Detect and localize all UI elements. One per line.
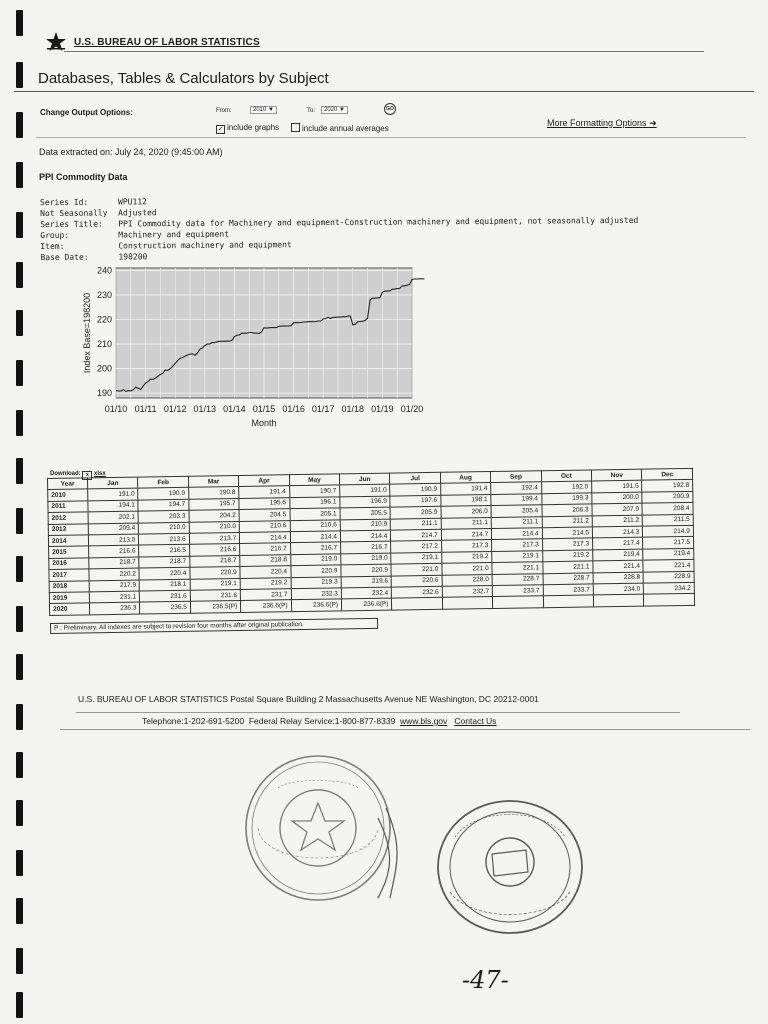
table-value-cell: 210.9 bbox=[340, 519, 391, 531]
more-formatting-label: More Formatting Options bbox=[547, 118, 647, 128]
series-meta-key: Base Date: bbox=[40, 252, 89, 262]
table-value-cell: 217.5 bbox=[643, 537, 694, 549]
table-header-cell: Oct bbox=[541, 470, 592, 482]
table-year-cell: 2017 bbox=[49, 569, 89, 581]
data-table-wrap bbox=[47, 468, 695, 616]
y-tick-label: 230 bbox=[96, 289, 112, 300]
table-value-cell: 231.1 bbox=[89, 591, 140, 603]
table-value-cell: 221.4 bbox=[593, 560, 644, 572]
table-value-cell: 217.3 bbox=[441, 540, 492, 552]
table-value-cell: 206.3 bbox=[542, 504, 593, 516]
series-meta-value: PPI Commodity data for Machinery and equipment-Construction machinery and equipment, not seasonally adjusted bbox=[118, 215, 639, 229]
table-value-cell: 191.4 bbox=[239, 486, 290, 498]
table-value-cell: 219.3 bbox=[291, 576, 342, 588]
table-value-cell: 233.7 bbox=[543, 584, 594, 596]
table-value-cell: 219.2 bbox=[240, 577, 291, 589]
include-annual-option[interactable] bbox=[291, 123, 389, 133]
table-header-cell: Dec bbox=[642, 468, 693, 480]
table-value-cell: 219.0 bbox=[290, 554, 341, 566]
table-value-cell: 190.8 bbox=[188, 487, 239, 499]
table-value-cell: 208.4 bbox=[642, 503, 693, 515]
table-value-cell: 228.0 bbox=[442, 574, 493, 586]
table-value-cell: 214.3 bbox=[592, 526, 643, 538]
table-year-cell: 2013 bbox=[48, 523, 88, 535]
more-formatting-link[interactable] bbox=[547, 118, 657, 129]
to-year-select[interactable]: 2020 ▼ bbox=[321, 106, 348, 114]
y-tick-label: 190 bbox=[96, 388, 112, 399]
table-value-cell: 199.4 bbox=[491, 494, 542, 506]
include-graphs-option[interactable] bbox=[216, 123, 279, 134]
table-value-cell: 214.4 bbox=[240, 532, 291, 544]
table-header-cell: Mar bbox=[188, 475, 239, 487]
table-value-cell: 236.5 bbox=[140, 602, 191, 614]
table-value-cell: 192.8 bbox=[642, 480, 693, 492]
series-meta-value: Adjusted bbox=[118, 208, 157, 218]
table-value-cell: 220.9 bbox=[190, 567, 241, 579]
include-annual-label: include annual averages bbox=[302, 124, 389, 133]
table-year-cell: 2019 bbox=[49, 592, 89, 604]
table-year-cell: 2011 bbox=[48, 501, 88, 513]
x-tick-label: 01/10 bbox=[104, 404, 128, 414]
table-value-cell: 231.7 bbox=[240, 589, 291, 601]
series-metadata bbox=[40, 193, 639, 263]
table-value-cell: 217.3 bbox=[492, 539, 543, 551]
table-value-cell: 210.0 bbox=[139, 522, 190, 534]
page-title: Databases, Tables & Calculators by Subject bbox=[38, 70, 329, 87]
table-value-cell: 213.6 bbox=[139, 533, 190, 545]
y-tick-label: 210 bbox=[96, 339, 112, 350]
table-value-cell: 218.7 bbox=[139, 556, 190, 568]
table-value-cell: 191.0 bbox=[88, 488, 139, 500]
table-footnote: P : Preliminary. All indexes are subject to revision four months after original publication. bbox=[50, 618, 378, 634]
series-meta-value: WPU112 bbox=[118, 197, 147, 207]
table-header-cell: Year bbox=[48, 478, 88, 490]
table-value-cell: 217.2 bbox=[391, 541, 442, 553]
table-value-cell: 203.3 bbox=[138, 510, 189, 522]
page-number: -47- bbox=[462, 966, 509, 994]
from-year-select[interactable]: 2010 ▼ bbox=[250, 106, 277, 114]
include-graphs-label: include graphs bbox=[227, 123, 280, 132]
table-value-cell: 197.6 bbox=[390, 495, 441, 507]
options-rule bbox=[36, 137, 746, 138]
table-value-cell: 217.4 bbox=[593, 537, 644, 549]
footer-contact-link[interactable]: Contact Us bbox=[454, 716, 497, 726]
table-value-cell: 234.0 bbox=[593, 583, 644, 595]
table-value-cell: 232.7 bbox=[442, 585, 493, 597]
y-tick-label: 240 bbox=[96, 265, 112, 276]
table-value-cell: 209.4 bbox=[88, 523, 139, 535]
table-value-cell: 221.1 bbox=[492, 562, 543, 574]
table-value-cell: 216.7 bbox=[290, 542, 341, 554]
table-value-cell: 220.9 bbox=[341, 564, 392, 576]
extracted-date: Data extracted on: July 24, 2020 (9:45:00 AM) bbox=[39, 147, 223, 157]
table-value-cell: 216.7 bbox=[341, 541, 392, 553]
table-value-cell: 190.9 bbox=[138, 488, 189, 500]
table-value-cell: 218.1 bbox=[140, 579, 191, 591]
x-tick-label: 01/11 bbox=[134, 404, 157, 414]
x-tick-label: 01/12 bbox=[163, 404, 187, 414]
table-value-cell: 219.6 bbox=[341, 576, 392, 588]
table-value-cell: 232.3 bbox=[291, 588, 342, 600]
include-graphs-checkbox[interactable]: ✓ bbox=[217, 126, 224, 133]
table-value-cell: 220.4 bbox=[139, 567, 190, 579]
table-value-cell: 236.5(P) bbox=[190, 601, 241, 613]
table-value-cell: 211.1 bbox=[491, 516, 542, 528]
table-value-cell: 211.2 bbox=[592, 515, 643, 527]
to-year-value: 2020 bbox=[324, 107, 338, 113]
series-meta-key: Item: bbox=[40, 241, 65, 251]
x-tick-label: 01/20 bbox=[400, 404, 424, 414]
table-value-cell: 228.8 bbox=[593, 572, 644, 584]
table-value-cell: 190.7 bbox=[289, 485, 340, 497]
table-value-cell: 218.7 bbox=[190, 555, 241, 567]
series-meta-value: Construction machinery and equipment bbox=[118, 240, 292, 251]
table-value-cell: 232.6 bbox=[392, 586, 443, 598]
table-value-cell: 211.5 bbox=[643, 514, 694, 526]
data-table bbox=[47, 468, 695, 616]
table-value-cell: 219.4 bbox=[643, 548, 694, 560]
table-value-cell bbox=[644, 594, 695, 606]
table-year-cell: 2020 bbox=[49, 603, 89, 615]
table-value-cell: 236.3 bbox=[89, 602, 140, 614]
ppi-title: PPI Commodity Data bbox=[39, 172, 128, 182]
table-value-cell: 196.9 bbox=[340, 496, 391, 508]
table-year-cell: 2015 bbox=[49, 546, 89, 558]
table-value-cell: 213.0 bbox=[88, 534, 139, 546]
table-value-cell: 221.0 bbox=[442, 563, 493, 575]
series-meta-key: Series Id: bbox=[40, 197, 89, 207]
table-value-cell: 210.6 bbox=[290, 519, 341, 531]
table-value-cell: 217.9 bbox=[89, 580, 140, 592]
footer-contact-line bbox=[142, 716, 496, 726]
table-value-cell: 204.5 bbox=[239, 509, 290, 521]
y-tick-label: 220 bbox=[96, 314, 112, 325]
table-value-cell: 234.2 bbox=[644, 582, 695, 594]
table-header-cell: Jan bbox=[88, 477, 139, 489]
table-year-cell: 2018 bbox=[49, 580, 89, 592]
table-value-cell bbox=[593, 594, 644, 606]
table-value-cell: 214.4 bbox=[290, 531, 341, 543]
table-value-cell: 214.9 bbox=[643, 525, 694, 537]
table-value-cell: 236.6(P) bbox=[341, 598, 392, 610]
table-header-cell: Sep bbox=[491, 471, 542, 483]
go-button[interactable]: GO bbox=[384, 103, 396, 115]
x-tick-label: 01/19 bbox=[371, 404, 394, 414]
table-value-cell: 216.5 bbox=[139, 545, 190, 557]
table-value-cell: 211.1 bbox=[391, 518, 442, 530]
table-value-cell: 211.2 bbox=[542, 516, 593, 528]
table-value-cell: 228.7 bbox=[543, 572, 594, 584]
from-label: From: bbox=[216, 108, 232, 114]
table-value-cell: 213.7 bbox=[189, 532, 240, 544]
table-year-cell: 2010 bbox=[48, 489, 88, 501]
arrow-right-icon: ➜ bbox=[649, 118, 657, 128]
table-value-cell bbox=[543, 595, 594, 607]
table-value-cell: 194.7 bbox=[138, 499, 189, 511]
table-value-cell: 218.7 bbox=[89, 557, 140, 569]
table-value-cell: 214.4 bbox=[492, 528, 543, 540]
change-output-options-label: Change Output Options: bbox=[40, 108, 133, 117]
download-label: Download: bbox=[50, 471, 81, 477]
table-value-cell: 204.2 bbox=[189, 510, 240, 522]
table-value-cell bbox=[392, 598, 443, 610]
table-value-cell: 217.3 bbox=[542, 538, 593, 550]
table-value-cell: 216.6 bbox=[89, 545, 140, 557]
bls-logo-icon bbox=[44, 31, 68, 53]
header-rule bbox=[64, 51, 704, 52]
table-value-cell: 194.1 bbox=[88, 500, 139, 512]
table-value-cell: 190.9 bbox=[390, 484, 441, 496]
table-header-cell: Feb bbox=[138, 476, 189, 488]
series-meta-value: 198200 bbox=[118, 252, 148, 262]
x-tick-label: 01/15 bbox=[252, 404, 276, 414]
table-value-cell: 199.3 bbox=[541, 493, 592, 505]
table-value-cell: 205.1 bbox=[290, 508, 341, 520]
x-tick-label: 01/14 bbox=[223, 404, 246, 414]
table-value-cell: 191.0 bbox=[340, 485, 391, 497]
table-value-cell: 198.1 bbox=[441, 494, 492, 506]
table-year-cell: 2014 bbox=[48, 535, 88, 547]
table-value-cell: 214.4 bbox=[340, 530, 391, 542]
footer-relay: Federal Relay Service:1-800-877-8339 bbox=[248, 716, 396, 726]
series-meta-value: Machinery and equipment bbox=[118, 229, 230, 240]
ppi-line-chart bbox=[78, 262, 424, 432]
ethiopian-roads-authority-seal-icon bbox=[228, 748, 408, 908]
table-value-cell: 192.4 bbox=[491, 482, 542, 494]
table-value-cell: 196.1 bbox=[289, 497, 340, 509]
table-value-cell: 205.9 bbox=[390, 506, 441, 518]
table-value-cell: 219.1 bbox=[190, 578, 241, 590]
table-value-cell: 195.6 bbox=[239, 497, 290, 509]
table-value-cell: 214.7 bbox=[441, 528, 492, 540]
table-value-cell: 202.1 bbox=[88, 511, 139, 523]
footer-rule-top bbox=[76, 712, 680, 713]
table-value-cell: 205.4 bbox=[491, 505, 542, 517]
include-annual-checkbox[interactable] bbox=[291, 123, 300, 132]
x-tick-label: 01/13 bbox=[193, 404, 217, 414]
from-year-value: 2010 bbox=[253, 107, 267, 113]
table-value-cell: 216.7 bbox=[240, 543, 291, 555]
download-xlsx-link[interactable]: xlsx bbox=[94, 471, 106, 477]
table-value-cell: 210.6 bbox=[239, 520, 290, 532]
table-value-cell: 231.6 bbox=[140, 590, 191, 602]
table-header-cell: Aug bbox=[440, 472, 491, 484]
amhara-road-works-seal-icon bbox=[430, 792, 590, 942]
table-year-cell: 2012 bbox=[48, 512, 88, 524]
x-tick-label: 01/18 bbox=[341, 404, 365, 414]
table-year-cell: 2016 bbox=[49, 558, 89, 570]
table-value-cell: 210.0 bbox=[189, 521, 240, 533]
table-value-cell: 192.0 bbox=[541, 481, 592, 493]
series-meta-key: Not Seasonally bbox=[40, 208, 108, 218]
table-header-cell: Jul bbox=[390, 472, 441, 484]
agency-name[interactable]: U.S. BUREAU OF LABOR STATISTICS bbox=[74, 37, 260, 48]
table-value-cell: 191.4 bbox=[440, 483, 491, 495]
y-tick-label: 200 bbox=[96, 363, 112, 374]
footer-rule-bottom bbox=[60, 729, 750, 730]
table-value-cell: 206.0 bbox=[441, 506, 492, 518]
table-value-cell: 219.4 bbox=[593, 549, 644, 561]
table-value-cell: 221.4 bbox=[643, 559, 694, 571]
table-value-cell: 228.7 bbox=[492, 573, 543, 585]
table-value-cell: 220.6 bbox=[392, 575, 443, 587]
table-value-cell: 220.4 bbox=[240, 566, 291, 578]
table-value-cell: 207.9 bbox=[592, 503, 643, 515]
table-value-cell: 219.0 bbox=[341, 553, 392, 565]
table-value-cell: 219.1 bbox=[391, 552, 442, 564]
table-header-cell: May bbox=[289, 474, 340, 486]
table-value-cell: 228.9 bbox=[644, 571, 695, 583]
table-value-cell: 220.9 bbox=[291, 565, 342, 577]
table-value-cell: 214.7 bbox=[391, 529, 442, 541]
table-value-cell: 200.0 bbox=[592, 492, 643, 504]
table-value-cell: 236.6(P) bbox=[241, 600, 292, 612]
footer-site-link[interactable]: www.bls.gov bbox=[400, 716, 448, 726]
table-value-cell: 232.4 bbox=[341, 587, 392, 599]
table-value-cell: 211.1 bbox=[441, 517, 492, 529]
footer-telephone: Telephone:1-202-691-5200 bbox=[142, 716, 245, 726]
series-meta-key: Series Title: bbox=[40, 219, 103, 229]
to-label: To: bbox=[307, 108, 316, 114]
table-value-cell: 191.5 bbox=[592, 481, 643, 493]
table-header-cell: Jun bbox=[340, 473, 391, 485]
table-value-cell: 218.8 bbox=[240, 554, 291, 566]
excel-icon: x bbox=[82, 471, 92, 480]
y-axis-label: Index Base=198200 bbox=[82, 292, 92, 374]
table-value-cell: 220.2 bbox=[89, 568, 140, 580]
table-value-cell: 219.1 bbox=[492, 550, 543, 562]
table-value-cell bbox=[442, 597, 493, 609]
table-value-cell: 200.9 bbox=[642, 491, 693, 503]
x-axis-label: Month bbox=[251, 418, 277, 428]
table-header-cell: Apr bbox=[239, 475, 290, 487]
x-tick-label: 01/17 bbox=[311, 404, 335, 414]
table-value-cell: 219.2 bbox=[442, 551, 493, 563]
table-value-cell: 236.6(P) bbox=[291, 599, 342, 611]
table-value-cell: 216.6 bbox=[189, 544, 240, 556]
table-value-cell: 219.2 bbox=[542, 550, 593, 562]
x-tick-label: 01/16 bbox=[282, 404, 305, 414]
table-value-cell: 233.7 bbox=[492, 585, 543, 597]
table-header-cell: Nov bbox=[592, 469, 643, 481]
table-value-cell: 195.7 bbox=[189, 498, 240, 510]
binder-holes bbox=[16, 0, 30, 1024]
series-meta-key: Group: bbox=[40, 230, 70, 240]
table-value-cell: 231.6 bbox=[190, 589, 241, 601]
table-value-cell: 205.5 bbox=[340, 507, 391, 519]
title-rule bbox=[14, 91, 754, 92]
footer-address: U.S. BUREAU OF LABOR STATISTICS Postal Square Building 2 Massachusetts Avenue NE Washington, DC 20212-0001 bbox=[78, 694, 539, 704]
table-value-cell: 221.0 bbox=[391, 563, 442, 575]
table-value-cell bbox=[493, 596, 544, 608]
table-value-cell: 221.1 bbox=[543, 561, 594, 573]
table-value-cell: 214.5 bbox=[542, 527, 593, 539]
